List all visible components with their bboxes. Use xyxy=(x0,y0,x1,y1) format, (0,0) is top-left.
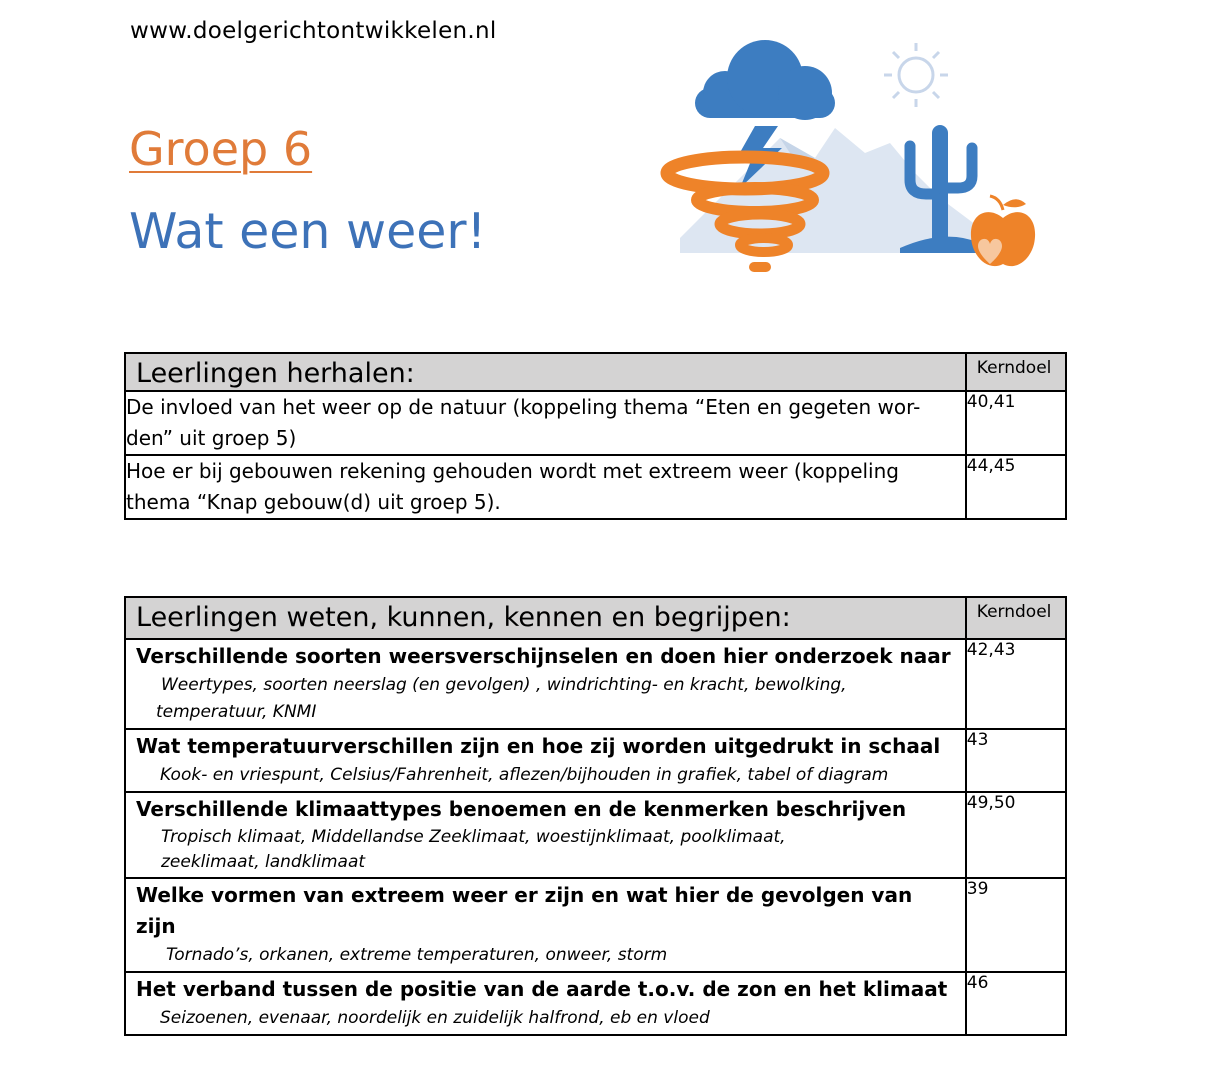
table-heading: Leerlingen herhalen: xyxy=(125,353,966,391)
kerndoel-value: 39 xyxy=(966,878,1066,972)
row-text-line: den” uit groep 5) xyxy=(126,426,297,450)
kerndoel-value: 46 xyxy=(966,972,1066,1035)
kerndoel-value: 40,41 xyxy=(966,391,1066,455)
kerndoel-label: Kerndoel xyxy=(966,353,1066,391)
sun-icon xyxy=(884,43,948,107)
row-main-text: Verschillende soorten weersverschijnselen en doen hier onderzoek naar xyxy=(136,644,951,668)
row-main-text: Wat temperatuurverschillen zijn en hoe zij worden uitgedrukt in schaal xyxy=(136,734,941,758)
row-content xyxy=(125,878,966,972)
row-sub-line: Tornado’s, orkanen, extreme temperaturen, onweer, storm xyxy=(166,945,668,965)
table-header xyxy=(125,597,1066,639)
table-row xyxy=(125,729,1066,792)
row-sub-line: Kook- en vriespunt, Celsius/Fahrenheit, aflezen/bijhouden in grafiek, tabel of diagram xyxy=(160,765,889,785)
row-main-text: Het verband tussen de positie van de aarde t.o.v. de zon en het klimaat xyxy=(136,977,948,1001)
table-row xyxy=(125,391,1066,455)
table-header xyxy=(125,353,1066,391)
group-heading: Groep 6 xyxy=(129,122,313,176)
kerndoel-value: 43 xyxy=(966,729,1066,792)
table-row xyxy=(125,455,1066,519)
row-sub-text xyxy=(126,1005,965,1034)
weather-logo xyxy=(660,38,1045,278)
row-text-line: Hoe er bij gebouwen rekening gehouden wordt met extreem weer (koppeling xyxy=(126,459,899,483)
row-text-line: thema “Knap gebouw(d) uit groep 5). xyxy=(126,490,501,514)
row-content xyxy=(125,729,966,792)
row-content xyxy=(125,792,966,878)
row-sub-text xyxy=(126,762,965,791)
cloud-icon xyxy=(695,40,835,120)
learn-table xyxy=(124,596,1067,1036)
row-sub-line: Tropisch klimaat, Middellandse Zeeklimaat, woestijnklimaat, poolklimaat, xyxy=(161,827,786,847)
row-content xyxy=(125,639,966,729)
page-title: Wat een weer! xyxy=(129,203,487,260)
row-main-text: Welke vormen van extreem weer er zijn en wat hier de gevolgen van zijn xyxy=(136,883,913,938)
row-sub-text xyxy=(126,942,965,971)
website-url: www.doelgerichtontwikkelen.nl xyxy=(130,18,497,44)
row-text-line: De invloed van het weer op de natuur (koppeling thema “Eten en gegeten wor- xyxy=(126,395,921,419)
repeat-table xyxy=(124,352,1067,520)
row-sub-line: Seizoenen, evenaar, noordelijk en zuidelijk halfrond, eb en vloed xyxy=(160,1008,710,1028)
row-main-text: Verschillende klimaattypes benoemen en de kenmerken beschrijven xyxy=(136,797,907,821)
row-sub-line: zeeklimaat, landklimaat xyxy=(161,852,366,872)
kerndoel-value: 42,43 xyxy=(966,639,1066,729)
table-row xyxy=(125,878,1066,972)
table-row xyxy=(125,792,1066,878)
table-row xyxy=(125,972,1066,1035)
kerndoel-value: 44,45 xyxy=(966,455,1066,519)
table-heading: Leerlingen weten, kunnen, kennen en begrijpen: xyxy=(125,597,966,639)
table-row xyxy=(125,639,1066,729)
row-sub-text xyxy=(126,825,965,877)
row-sub-line: temperatuur, KNMI xyxy=(156,702,317,722)
row-sub-line: Weertypes, soorten neerslag (en gevolgen) , windrichting- en kracht, bewolking, xyxy=(161,675,847,695)
kerndoel-value: 49,50 xyxy=(966,792,1066,878)
row-sub-text xyxy=(126,672,965,728)
apple-icon xyxy=(971,196,1035,266)
kerndoel-label: Kerndoel xyxy=(966,597,1066,639)
row-text xyxy=(125,391,966,455)
row-text xyxy=(125,455,966,519)
row-content xyxy=(125,972,966,1035)
